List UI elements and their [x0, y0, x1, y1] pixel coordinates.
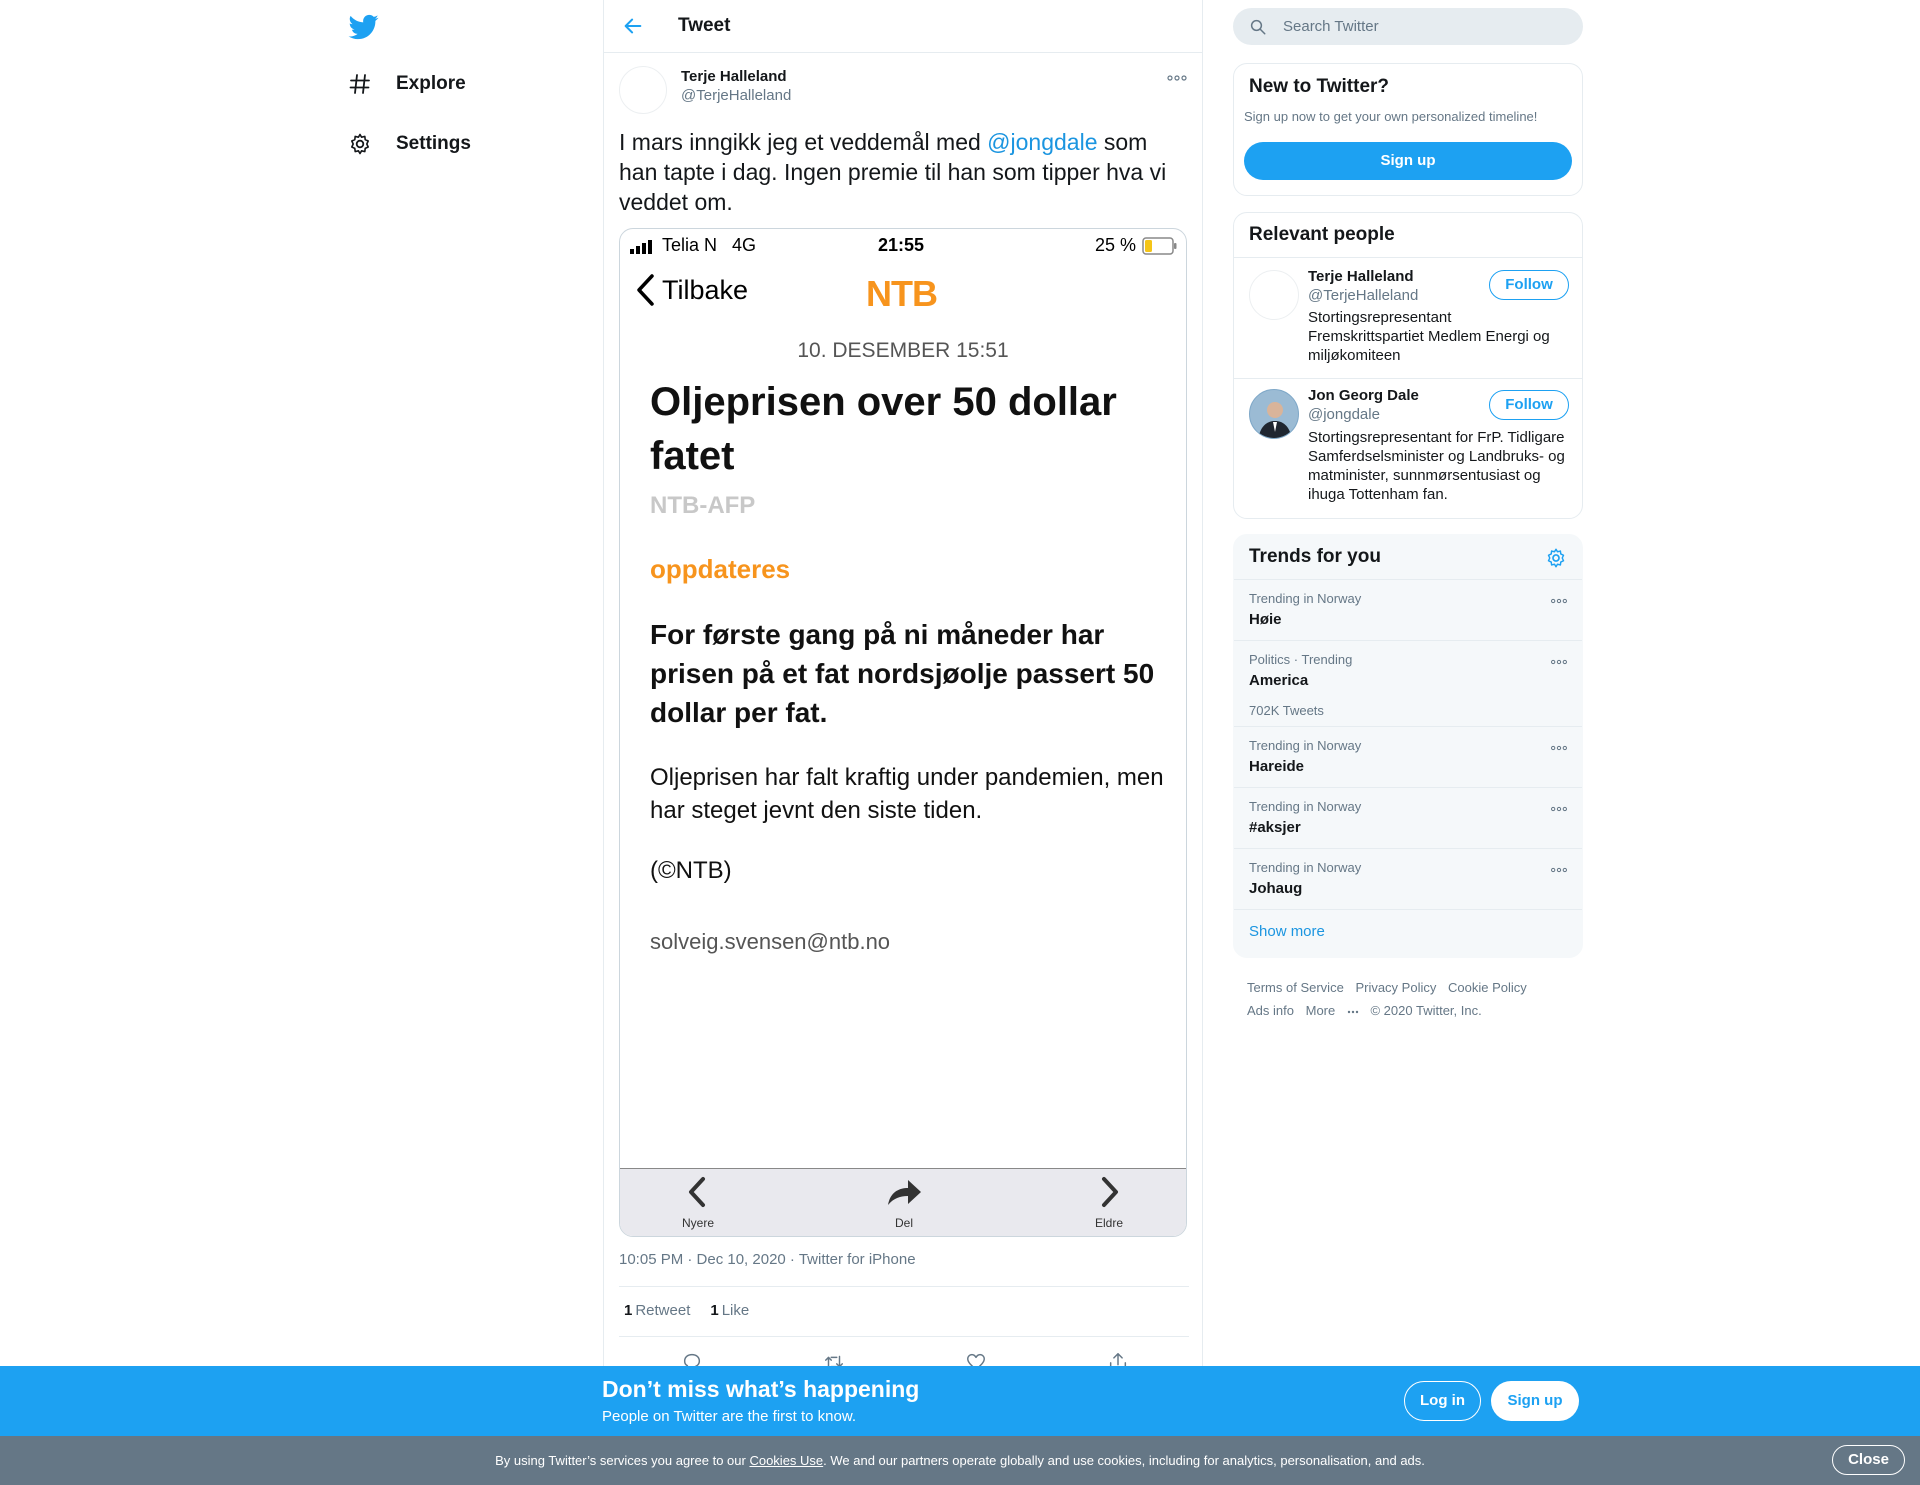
person-handle: @TerjeHalleland — [1308, 287, 1419, 304]
nav-explore[interactable] — [346, 64, 466, 104]
terms-link[interactable]: Terms of Service — [1247, 980, 1344, 995]
retweet-stat[interactable] — [624, 1302, 690, 1319]
trends-card — [1233, 534, 1583, 958]
more-options-icon[interactable] — [1549, 657, 1569, 667]
tweet-text-before: I mars inngikk jeg et veddemål med — [619, 129, 988, 155]
more-options-icon[interactable] — [1549, 596, 1569, 606]
tweet-stats — [624, 1302, 749, 1319]
like-count: 1 — [710, 1302, 719, 1319]
article-headline: Oljeprisen over 50 dollar fatet — [650, 380, 1117, 478]
toolbar-older — [1069, 1175, 1149, 1230]
cookie-policy-link[interactable]: Cookie Policy — [1447, 980, 1527, 995]
copyright: © 2020 Twitter, Inc. — [1370, 1003, 1482, 1018]
gear-icon — [346, 130, 374, 158]
chevron-left-icon — [634, 273, 656, 307]
tweet-text — [619, 127, 1179, 217]
relevant-people-title: Relevant people — [1249, 224, 1395, 245]
signup-button[interactable]: Sign up — [1244, 142, 1572, 180]
cookies-use-link[interactable]: Cookies Use — [749, 1453, 824, 1468]
trend-item[interactable] — [1234, 727, 1583, 788]
retweet-label: Retweet — [635, 1302, 691, 1319]
new-to-twitter-title: New to Twitter? — [1249, 76, 1390, 97]
article-lead: For første gang på ni måneder har prisen på et fat nordsjøolje passert 50 dollar per fat. — [650, 619, 1155, 728]
close-button[interactable]: Close — [1832, 1445, 1905, 1475]
share-arrow-icon — [884, 1175, 924, 1209]
trend-context: Trending in Norway — [1249, 860, 1362, 875]
retweet-count: 1 — [624, 1302, 633, 1319]
person-name[interactable]: Terje Halleland — [1308, 268, 1414, 285]
show-more-link[interactable]: Show more — [1249, 923, 1325, 940]
follow-button[interactable]: Follow — [1489, 390, 1569, 420]
trend-context: Trending in Norway — [1249, 738, 1362, 753]
person-photo-icon — [1250, 390, 1299, 439]
trend-name: Hareide — [1249, 758, 1305, 775]
cookie-text-after: . We and our partners operate globally and use cookies, including for analytics, personalisation, and ads. — [823, 1453, 1425, 1468]
tweet-meta — [619, 1251, 916, 1268]
trend-context: Trending in Norway — [1249, 799, 1362, 814]
person-bio: Stortingsrepresentant for FrP. Tidligare Samferdselsminister og Landbruks- og matminister, sunnmørsentusiast og ihuga Tottenham fan. — [1308, 429, 1565, 503]
person-bio: Stortingsrepresentant Fremskrittspartiet Medlem Energi og miljøkomiteen — [1308, 309, 1550, 364]
new-to-twitter-subtitle: Sign up now to get your own personalized timeline! — [1244, 109, 1538, 124]
trend-name: Johaug — [1249, 880, 1303, 897]
signup-banner — [0, 1366, 1920, 1436]
trend-name: America — [1249, 672, 1309, 689]
ntb-logo: NTB — [866, 273, 937, 314]
banner-title: Don’t miss what’s happening — [602, 1376, 920, 1402]
chevron-left-icon — [683, 1175, 713, 1209]
toolbar-share — [864, 1175, 944, 1230]
search-input[interactable] — [1283, 8, 1563, 45]
ntb-back-button — [634, 273, 748, 307]
tweet-timestamp[interactable]: 10:05 PM · Dec 10, 2020 · — [619, 1251, 799, 1268]
trends-title: Trends for you — [1249, 546, 1381, 567]
nav-settings[interactable] — [346, 124, 471, 164]
avatar[interactable] — [1249, 270, 1299, 320]
cookie-bar — [0, 1436, 1920, 1485]
signal-bars-icon — [630, 240, 656, 254]
trends-header — [1234, 535, 1582, 580]
toolbar-newer — [658, 1175, 738, 1230]
battery-percent: 25 % — [1095, 235, 1137, 255]
article-credit: (©NTB) — [650, 857, 732, 884]
article-email: solveig.svensen@ntb.no — [650, 929, 891, 954]
cookie-text — [0, 1453, 1920, 1468]
nav-settings-label: Settings — [396, 133, 471, 154]
more-options-icon[interactable] — [1549, 743, 1569, 753]
trend-tweet-count: 702K Tweets — [1249, 703, 1324, 718]
avatar[interactable] — [619, 66, 667, 114]
article-update-status: oppdateres — [650, 554, 791, 584]
article-date: 10. DESEMBER 15:51 — [797, 339, 1009, 362]
trend-item[interactable] — [1234, 788, 1583, 849]
follow-button[interactable]: Follow — [1489, 270, 1569, 300]
avatar[interactable] — [1249, 389, 1299, 439]
page-title: Tweet — [678, 15, 731, 36]
like-stat[interactable] — [710, 1302, 749, 1319]
phone-status-bar — [620, 229, 1186, 263]
person-item[interactable] — [1234, 258, 1583, 378]
carrier-name: Telia N — [662, 235, 718, 255]
person-handle: @jongdale — [1308, 406, 1380, 423]
ads-info-link[interactable]: Ads info — [1247, 1003, 1294, 1018]
hashtag-icon — [346, 70, 374, 98]
more-options-icon[interactable] — [1549, 804, 1569, 814]
more-link-label: More — [1305, 1003, 1336, 1018]
trend-item[interactable] — [1234, 849, 1583, 910]
cookie-text-before: By using Twitter’s services you agree to our — [495, 1453, 750, 1468]
trend-name: #aksjer — [1249, 819, 1301, 836]
person-item[interactable] — [1234, 379, 1583, 519]
divider — [619, 1286, 1189, 1287]
author-name[interactable]: Terje Halleland — [681, 68, 787, 85]
trend-context: Politics · Trending — [1249, 652, 1353, 667]
twitter-logo-icon[interactable] — [348, 12, 380, 42]
author-handle[interactable]: @TerjeHalleland — [681, 87, 792, 104]
more-options-icon[interactable] — [1165, 70, 1189, 86]
new-to-twitter-card — [1233, 63, 1583, 196]
nav-explore-label: Explore — [396, 73, 466, 94]
divider — [619, 1336, 1189, 1337]
article-body: Oljeprisen har falt kraftig under pandemien, men har steget jevnt den siste tiden. — [650, 764, 1164, 824]
trend-name: Høie — [1249, 611, 1282, 628]
relevant-people-card — [1233, 212, 1583, 519]
trends-settings-gear-icon[interactable] — [1545, 547, 1567, 569]
like-label: Like — [721, 1302, 750, 1319]
phone-toolbar — [620, 1168, 1186, 1237]
relevant-people-header — [1234, 213, 1582, 258]
battery-icon — [1142, 237, 1178, 255]
banner-subtitle: People on Twitter are the first to know. — [602, 1408, 857, 1425]
tweet-text-after: som han tapte i dag. Ingen premie til han som tipper hva vi veddet om. — [619, 129, 1167, 215]
network-type: 4G — [732, 235, 757, 255]
page-header — [604, 0, 1202, 53]
trend-item[interactable] — [1234, 580, 1583, 641]
back-arrow-icon[interactable] — [622, 15, 644, 37]
more-options-icon[interactable] — [1549, 865, 1569, 875]
login-button[interactable]: Log in — [1404, 1381, 1481, 1421]
search-box — [1233, 8, 1583, 45]
trend-context: Trending in Norway — [1249, 591, 1362, 606]
footer-links — [1247, 976, 1567, 1022]
tweet-author — [619, 66, 1189, 116]
tweet-source[interactable]: Twitter for iPhone — [798, 1251, 916, 1268]
mention-link[interactable]: @jongdale — [987, 129, 1098, 155]
more-dots-icon — [1347, 1009, 1359, 1015]
banner-signup-button[interactable]: Sign up — [1491, 1381, 1579, 1421]
toolbar-share-label: Del — [894, 1216, 913, 1230]
person-name[interactable]: Jon Georg Dale — [1308, 387, 1419, 404]
more-link[interactable] — [1306, 1003, 1359, 1018]
article-source: NTB-AFP — [650, 492, 756, 519]
privacy-link[interactable]: Privacy Policy — [1355, 980, 1437, 995]
main-column — [603, 0, 1203, 1485]
search-icon — [1249, 18, 1267, 36]
toolbar-older-label: Eldre — [1094, 1216, 1123, 1230]
toolbar-newer-label: Nyere — [681, 1216, 714, 1230]
phone-time: 21:55 — [878, 235, 925, 255]
chevron-right-icon — [1094, 1175, 1124, 1209]
ntb-back-label: Tilbake — [662, 274, 749, 305]
tweet-image[interactable] — [619, 228, 1187, 1237]
trend-item[interactable] — [1234, 641, 1583, 727]
